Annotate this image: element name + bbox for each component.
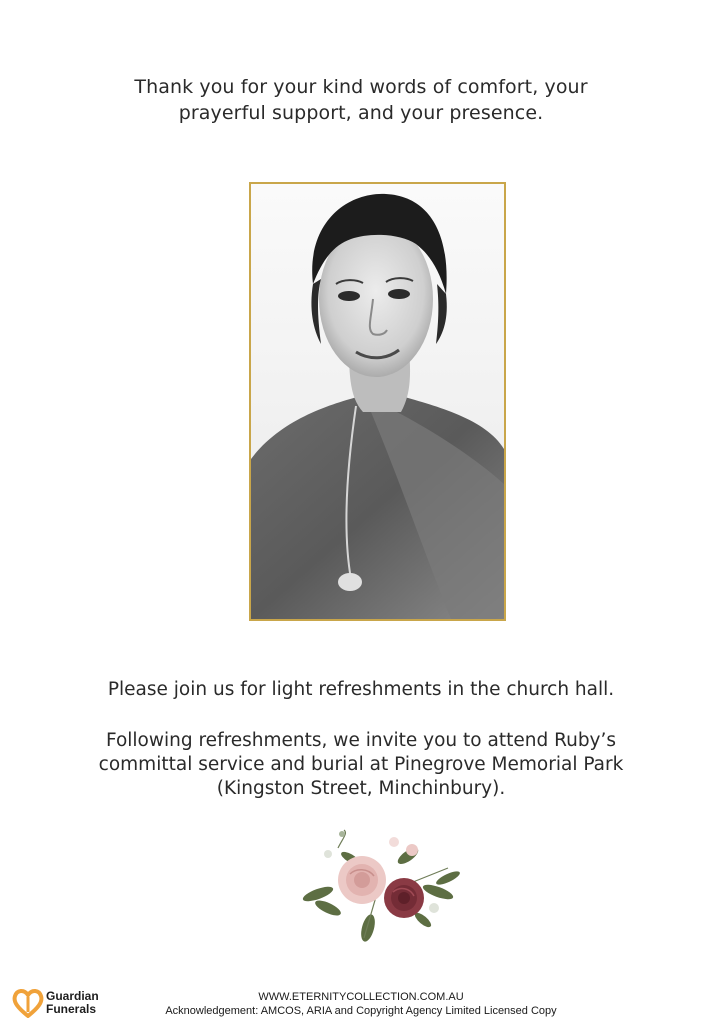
refreshments-notice: Please join us for light refreshments in the church hall.	[107, 679, 615, 700]
invite-line-2: committal service and burial at Pinegrove Memorial Park	[98, 754, 624, 775]
committal-invitation	[0, 729, 722, 801]
logo-line-2: Funerals	[46, 1002, 97, 1016]
portrait-illustration	[251, 184, 504, 619]
thank-you-message	[0, 74, 722, 126]
thank-you-line-2: prayerful support, and your presence.	[178, 102, 544, 124]
footer-acknowledgement: Acknowledgement: AMCOS, ARIA and Copyright Agency Limited Licensed Copy	[165, 1004, 557, 1017]
footer	[0, 991, 722, 1018]
floral-bouquet-icon	[298, 828, 464, 942]
thank-you-line-1: Thank you for your kind words of comfort, your	[134, 76, 588, 98]
invite-line-1: Following refreshments, we invite you to attend Ruby’s	[105, 730, 617, 751]
logo-line-1: Guardian	[46, 989, 99, 1003]
invite-line-3: (Kingston Street, Minchinbury).	[216, 778, 506, 799]
portrait-photo	[249, 182, 506, 621]
footer-website[interactable]: WWW.ETERNITYCOLLECTION.COM.AU	[258, 991, 464, 1003]
